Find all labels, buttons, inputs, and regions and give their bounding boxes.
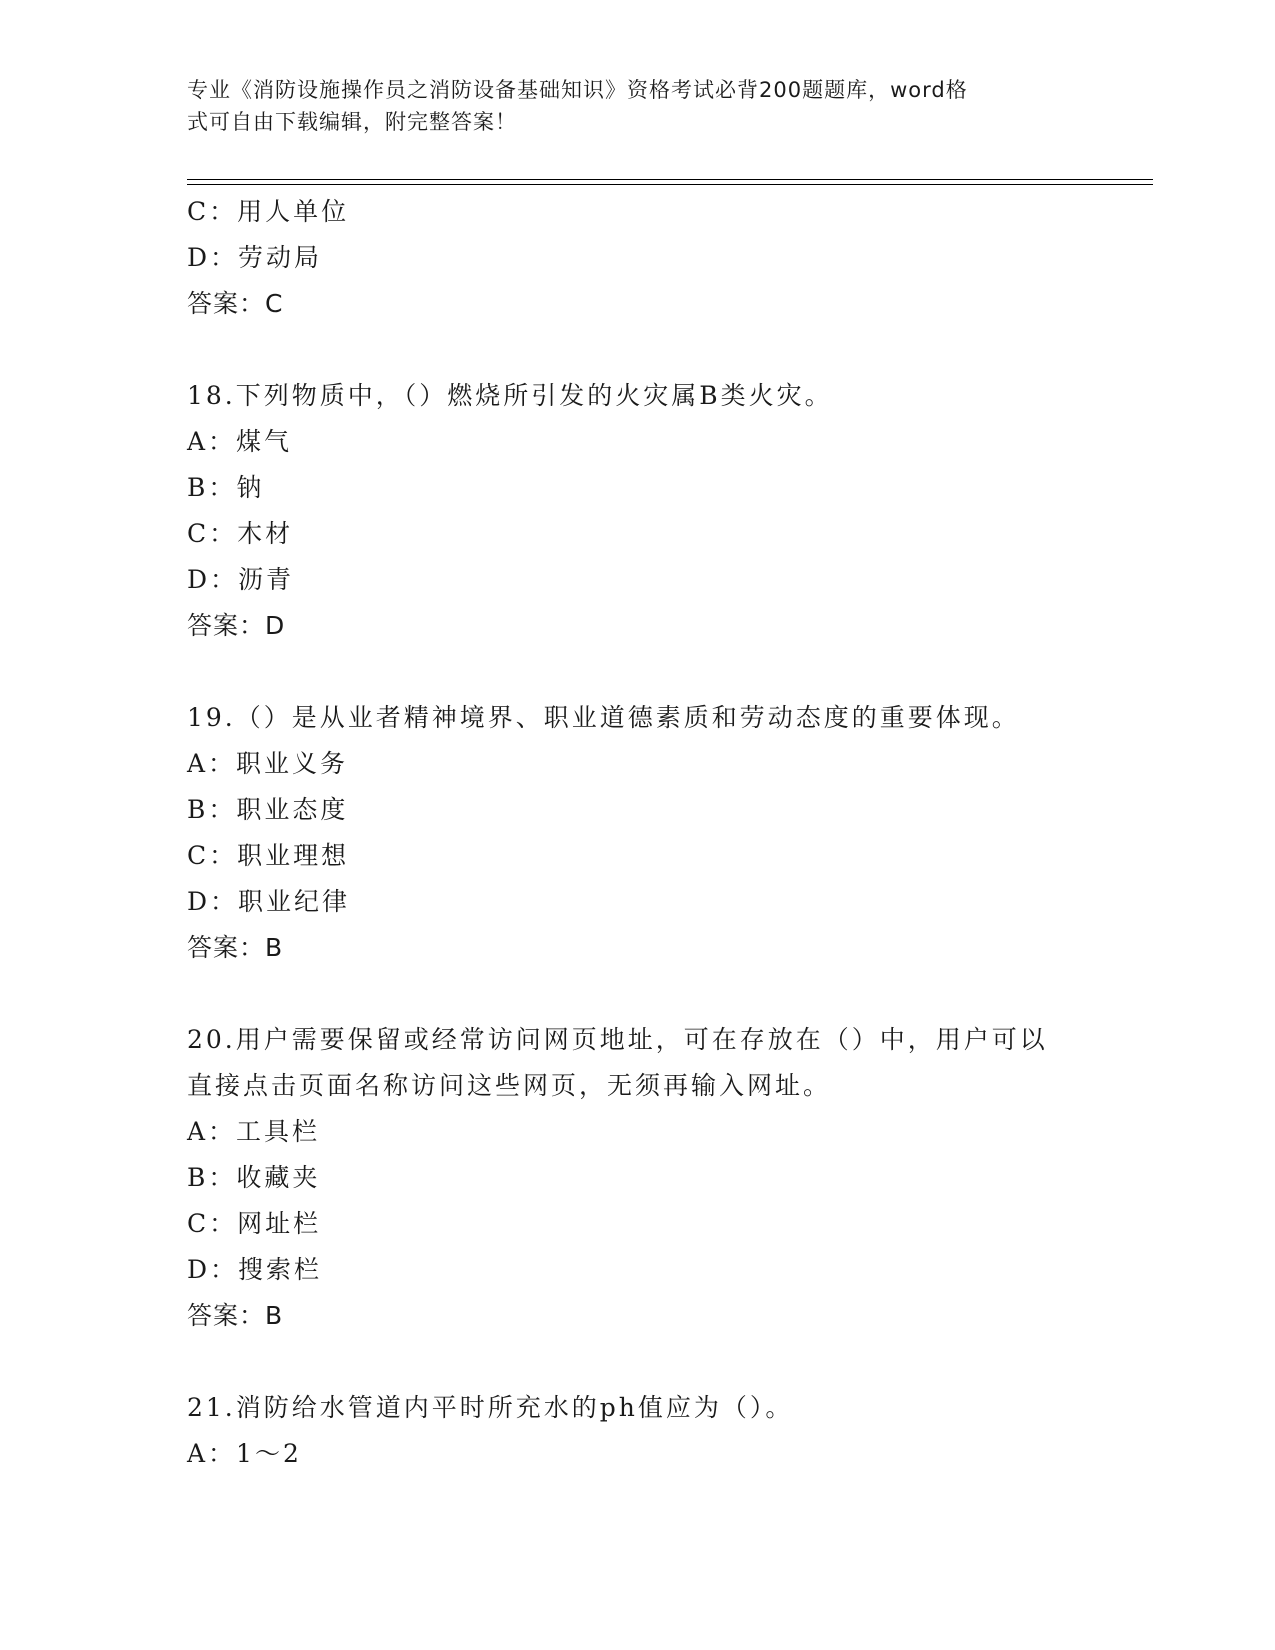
spacer [187, 649, 1087, 695]
header-line-1: 专业《消防设施操作员之消防设备基础知识》资格考试必背200题题库，word格 [187, 78, 968, 102]
header-divider-bottom [187, 184, 1153, 185]
answer: 答案：B [187, 1301, 284, 1330]
option-a: A：煤气 [187, 427, 293, 456]
question-stem: 18.下列物质中，（）燃烧所引发的火灾属B类火灾。 [187, 381, 833, 410]
option-c: C：网址栏 [187, 1209, 322, 1238]
option-a: A：1～2 [187, 1439, 302, 1468]
option-c: C：用人单位 [187, 197, 350, 226]
question-list [187, 189, 1087, 1477]
question-stem: 21.消防给水管道内平时所充水的ph值应为（）。 [187, 1393, 794, 1422]
document-header [187, 74, 1077, 138]
spacer [187, 327, 1087, 373]
option-d: D：职业纪律 [187, 887, 351, 916]
option-a: A：职业义务 [187, 749, 349, 778]
option-c: C：木材 [187, 519, 294, 548]
answer: 答案：C [187, 289, 284, 318]
spacer [187, 1339, 1087, 1385]
spacer [187, 971, 1087, 1017]
option-d: D：沥青 [187, 565, 295, 594]
question-stem-line-2: 直接点击页面名称访问这些网页，无须再输入网址。 [187, 1071, 832, 1100]
question-21 [187, 1385, 1087, 1477]
question-stem: 19.（）是从业者精神境界、职业道德素质和劳动态度的重要体现。 [187, 703, 1020, 732]
option-b: B：收藏夹 [187, 1163, 321, 1192]
option-c: C：职业理想 [187, 841, 350, 870]
question-17-tail [187, 189, 1087, 327]
option-b: B：职业态度 [187, 795, 349, 824]
question-19 [187, 695, 1087, 971]
question-20 [187, 1017, 1087, 1339]
option-a: A：工具栏 [187, 1117, 321, 1146]
header-line-2: 式可自由下载编辑，附完整答案！ [187, 110, 517, 134]
answer: 答案：D [187, 611, 286, 640]
option-d: D：搜索栏 [187, 1255, 323, 1284]
question-stem-line-1: 20.用户需要保留或经常访问网页地址，可在存放在（）中，用户可以 [187, 1025, 1048, 1054]
option-d: D：劳动局 [187, 243, 323, 272]
question-18 [187, 373, 1087, 649]
answer: 答案：B [187, 933, 284, 962]
header-divider-top [187, 179, 1153, 180]
option-b: B：钠 [187, 473, 265, 502]
